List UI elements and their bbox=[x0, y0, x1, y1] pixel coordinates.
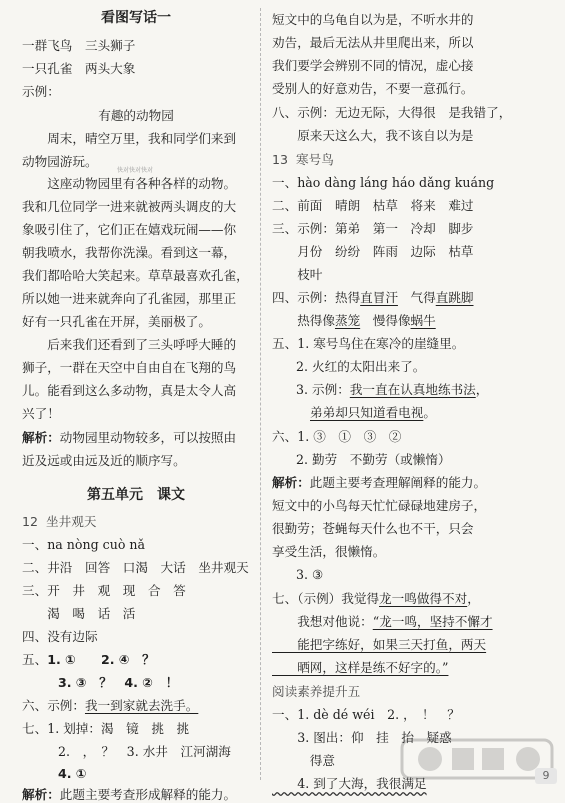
essay-line: 所以她一进来就奔向了孔雀园，那里正 bbox=[22, 291, 237, 306]
answer-line bbox=[22, 698, 198, 714]
answer-line: 一只孔雀 两头大象 bbox=[22, 61, 136, 76]
answer-text: 热得像 bbox=[272, 313, 335, 328]
lesson-number: 13 bbox=[272, 152, 289, 167]
underlined-answer: 龙一鸣做得不对 bbox=[379, 591, 468, 606]
underlined-answer: 蜗牛 bbox=[410, 313, 436, 328]
answer-prefix: 六、 bbox=[272, 429, 298, 444]
answer-line: 二、井沿 回答 口渴 大话 坐井观天 bbox=[22, 560, 249, 575]
answer-line bbox=[272, 591, 480, 607]
answer-text: 七、（示例）我觉得 bbox=[272, 591, 380, 606]
essay-line: 朝我喷水，我帮你洗澡。看到这一幕， bbox=[22, 245, 237, 260]
explanation-text: 此题主要考查理解阐释的能力。 bbox=[309, 475, 487, 490]
underlined-answer: 直冒汗 bbox=[360, 290, 398, 305]
page-number: 9 bbox=[535, 768, 557, 784]
answer-line bbox=[22, 721, 189, 737]
answer-text: 。 bbox=[423, 405, 436, 420]
explanation-line: 劝告，最后无法从井里爬出来，所以 bbox=[272, 35, 474, 50]
explanation bbox=[22, 787, 236, 803]
answer-line: 一、1. dè dé wéi 2. ， ！ ？ bbox=[272, 707, 460, 722]
essay-line: 周末，晴空万里，我和同学们来到 bbox=[22, 131, 237, 146]
explanation bbox=[22, 430, 236, 446]
answer-text: ， bbox=[467, 591, 480, 606]
essay-line: 我们都哈哈大笑起来。草草最喜欢孔雀， bbox=[22, 268, 249, 283]
explanation-line: 我们要学会辨别不同的情况，虚心接 bbox=[272, 58, 474, 73]
answer-line: 三、示例：第弟 第一 冷却 脚步 bbox=[272, 221, 474, 236]
essay-line: 兴了！ bbox=[22, 406, 60, 421]
answer-line: 晒网，这样是练不好字的。” bbox=[272, 660, 449, 675]
answer-text: 慢得像 bbox=[360, 313, 411, 328]
answer-prefix: 六、示例： bbox=[22, 698, 85, 713]
answer-line bbox=[296, 382, 488, 398]
answer-line: 得意 bbox=[272, 753, 335, 768]
answer-line: 能把字练好，如果三天打鱼，两天 bbox=[272, 637, 487, 652]
essay-line: 儿。能看到这么多动物，真是太令人高 bbox=[22, 383, 237, 398]
essay-line: 象吸引住了，它们正在嬉戏玩闹——你 bbox=[22, 222, 237, 237]
underlined-answer: “龙一鸣，坚持不懈才 bbox=[372, 614, 493, 629]
essay-line: 狮子，一群在天空中自由自在飞翔的鸟 bbox=[22, 360, 237, 375]
underlined-answer: 弟弟却只知道看电视 bbox=[310, 405, 424, 420]
answer-prefix: 七、 bbox=[22, 721, 48, 736]
answer-line: 示例： bbox=[22, 84, 60, 99]
answer-text: 我一到家就去洗手。 bbox=[84, 698, 199, 713]
answer-text: 1. ③ ① ③ ② bbox=[297, 429, 402, 444]
essay-line: 好有一只孔雀在开屏，美丽极了。 bbox=[22, 314, 211, 329]
answer-prefix: 五、 bbox=[272, 336, 298, 351]
explanation-line: 受别人的好意劝告，不要一意孤行。 bbox=[272, 81, 474, 96]
answer-line: 4. ① bbox=[58, 766, 87, 781]
answer-line bbox=[272, 429, 401, 445]
essay-line: 动物园游玩。 bbox=[22, 154, 98, 169]
explanation-line: 很勤劳；苍蝇每天什么也不干，只会 bbox=[272, 521, 474, 536]
lesson-heading bbox=[272, 152, 334, 168]
explanation-line: 享受生活，很懒惰。 bbox=[272, 544, 386, 559]
essay-title: 有趣的动物园 bbox=[98, 108, 174, 123]
lesson-title: 坐井观天 bbox=[46, 514, 97, 529]
answer-line: 2. 勤劳 不勤劳（或懒惰） bbox=[296, 452, 451, 467]
essay-line: 这座动物园里有各种各样的动物。 bbox=[22, 176, 237, 191]
answer-prefix: 五、 bbox=[22, 652, 48, 667]
lesson-heading bbox=[22, 514, 96, 530]
answer-line: 3. ③ bbox=[296, 567, 324, 582]
answer-line bbox=[310, 405, 436, 421]
lesson-title: 寒号鸟 bbox=[296, 152, 334, 167]
answer-line bbox=[272, 313, 436, 329]
answer-text: 1. ① 2. ④ ？ bbox=[47, 652, 155, 667]
underlined-answer: 我一直在认真地练书法 bbox=[349, 382, 476, 397]
explanation-text: 此题主要考查形成解释的能力。 bbox=[59, 787, 237, 802]
reading-section-title: 阅读素养提升五 bbox=[272, 684, 361, 699]
answer-line: 4. 到了大海，我很满足 bbox=[272, 776, 427, 791]
answer-text: 气得 bbox=[397, 290, 436, 305]
answer-text: 我想对他说： bbox=[272, 614, 373, 629]
answer-line bbox=[272, 290, 474, 306]
essay-line: 后来我们还看到了三头呼呼大睡的 bbox=[22, 337, 237, 352]
answer-line: 一、hào dàng láng háo dǎng kuáng bbox=[272, 175, 495, 190]
explanation-line: 短文中的乌龟自以为是，不听水井的 bbox=[272, 12, 474, 27]
explanation-label: 解析： bbox=[272, 475, 310, 490]
answer-line: 月份 纷纷 阵雨 边际 枯草 bbox=[272, 244, 474, 259]
answer-text: 1. 寒号鸟住在寒冷的崖缝里。 bbox=[297, 336, 465, 351]
answer-line: 一群飞鸟 三头狮子 bbox=[22, 38, 136, 53]
answer-text: 1. 划掉：渴 镜 挑 挑 bbox=[47, 721, 190, 736]
section-heading-picture-writing: 看图写话一 bbox=[101, 10, 171, 26]
answer-line: 枝叶 bbox=[272, 267, 323, 282]
answer-line: 3. ③ ？ 4. ② ！ bbox=[58, 675, 179, 690]
lesson-number: 12 bbox=[22, 514, 39, 529]
explanation-line: 短文中的小鸟每天忙忙碌碌地建房子， bbox=[272, 498, 487, 513]
answer-line: 二、前面 晴朗 枯草 将来 难过 bbox=[272, 198, 474, 213]
faint-stamp: 快对快对快对 bbox=[117, 167, 154, 174]
answer-text: 四、示例：热得 bbox=[272, 290, 361, 305]
answer-line bbox=[22, 652, 155, 668]
answer-line: 四、没有边际 bbox=[22, 629, 98, 644]
answer-line: 3. 图出：仰 挂 抬 疑惑 bbox=[272, 730, 452, 745]
answer-line: 三、开 井 观 现 合 答 bbox=[22, 583, 186, 598]
answer-text: ， bbox=[475, 382, 489, 397]
watermark-logo bbox=[400, 736, 555, 782]
underlined-answer: 蒸笼 bbox=[334, 313, 361, 328]
answer-line: 2. ， ？ 3. 水井 江河湖海 bbox=[58, 744, 231, 759]
column-divider bbox=[260, 8, 261, 780]
underlined-answer: 直跳脚 bbox=[435, 290, 474, 305]
answer-line: 2. 火红的太阳出来了。 bbox=[296, 359, 426, 374]
answer-line: 八、示例：无边无际，大得很 是我错了， bbox=[272, 105, 512, 120]
explanation bbox=[272, 475, 486, 491]
unit-heading: 第五单元 课文 bbox=[87, 487, 185, 503]
answer-line bbox=[272, 336, 464, 352]
explanation-label: 解析： bbox=[22, 787, 60, 802]
explanation-label: 解析： bbox=[22, 430, 60, 445]
explanation-line: 近及远或由远及近的顺序写。 bbox=[22, 453, 186, 468]
answer-text: 3. 示例： bbox=[296, 382, 350, 397]
answer-line: 渴 喝 话 活 bbox=[22, 606, 136, 621]
essay-line: 我和几位同学一进来就被两头调皮的大 bbox=[22, 199, 237, 214]
answer-line: 原来天这么大，我不该自以为是 bbox=[272, 128, 474, 143]
answer-line: 一、na nòng cuò nǎ bbox=[22, 537, 146, 552]
answer-line bbox=[272, 614, 493, 630]
explanation-text: 动物园里动物较多，可以按照由 bbox=[59, 430, 237, 445]
